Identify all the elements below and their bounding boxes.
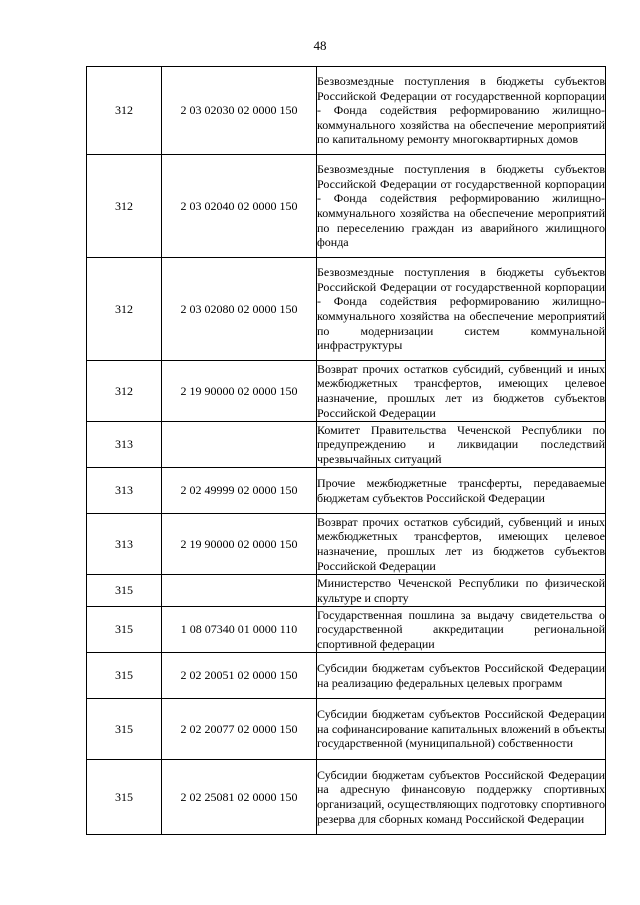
table-row: [87, 575, 606, 607]
admin-code-cell: 315: [87, 575, 162, 607]
description-cell: Безвозмездные поступления в бюджеты субъектов Российской Федерации от государственной корпорации - Фонда содействия реформированию жилищно-коммунального хозяйства на обеспечение мероприятий по переселению граждан из аварийного жилищного фонда: [317, 155, 606, 258]
table-row: [87, 607, 606, 653]
table-row: [87, 653, 606, 699]
table-row: [87, 760, 606, 835]
admin-code-cell: 315: [87, 699, 162, 760]
admin-code-cell: 313: [87, 468, 162, 514]
table-row: [87, 67, 606, 155]
revenue-code-cell: 1 08 07340 01 0000 110: [162, 607, 317, 653]
table-row: [87, 514, 606, 575]
table-row: [87, 468, 606, 514]
description-cell: Субсидии бюджетам субъектов Российской Федерации на реализацию федеральных целевых программ: [317, 653, 606, 699]
admin-code-cell: 315: [87, 653, 162, 699]
revenue-code-cell: 2 03 02040 02 0000 150: [162, 155, 317, 258]
department-title-cell: Комитет Правительства Чеченской Республики по предупреждению и ликвидации последствий чрезвычайных ситуаций: [317, 422, 605, 466]
page-number: 48: [313, 38, 327, 53]
admin-code-cell: 312: [87, 361, 162, 422]
table-row: [87, 361, 606, 422]
admin-code-cell: 315: [87, 607, 162, 653]
description-cell: Государственная пошлина за выдачу свидетельства о государственной аккредитации региональной спортивной федерации: [317, 607, 605, 651]
revenue-code-cell: 2 02 20077 02 0000 150: [162, 699, 317, 760]
table-row: [87, 155, 606, 258]
admin-code-cell: 313: [87, 422, 162, 468]
description-cell: Возврат прочих остатков субсидий, субвенций и иных межбюджетных трансфертов, имеющих целевое назначение, прошлых лет из бюджетов субъектов Российской Федерации: [317, 361, 605, 420]
description-cell: Субсидии бюджетам субъектов Российской Федерации на софинансирование капитальных вложений в объекты государственной (муниципальной) собственности: [317, 699, 606, 760]
description-cell: Безвозмездные поступления в бюджеты субъектов Российской Федерации от государственной корпорации - Фонда содействия реформированию жилищно-коммунального хозяйства на обеспечение мероприятий по модернизации систем коммунальной инфраструктуры: [317, 258, 606, 361]
department-title-cell: Министерство Чеченской Республики по физической культуре и спорту: [317, 575, 605, 605]
description-cell: Прочие межбюджетные трансферты, передаваемые бюджетам субъектов Российской Федерации: [317, 468, 606, 514]
revenue-code-cell: 2 19 90000 02 0000 150: [162, 361, 317, 422]
description-cell: Безвозмездные поступления в бюджеты субъектов Российской Федерации от государственной корпорации - Фонда содействия реформированию жилищно-коммунального хозяйства на обеспечение мероприятий по капитальному ремонту многоквартирных домов: [317, 67, 606, 155]
revenue-code-cell: 2 02 25081 02 0000 150: [162, 760, 317, 835]
description-cell: Субсидии бюджетам субъектов Российской Федерации на адресную финансовую поддержку спортивных организаций, осуществляющих подготовку спортивного резерва для сборных команд Российской Федерации: [317, 760, 606, 835]
admin-code-cell: 315: [87, 760, 162, 835]
revenue-code-cell: 2 02 49999 02 0000 150: [162, 468, 317, 514]
table-row: [87, 258, 606, 361]
table-row: [87, 699, 606, 760]
revenue-code-cell: [162, 575, 317, 607]
description-cell: Возврат прочих остатков субсидий, субвенций и иных межбюджетных трансфертов, имеющих целевое назначение, прошлых лет из бюджетов субъектов Российской Федерации: [317, 514, 605, 573]
admin-code-cell: 312: [87, 155, 162, 258]
revenue-code-cell: 2 19 90000 02 0000 150: [162, 514, 317, 575]
revenue-code-cell: 2 02 20051 02 0000 150: [162, 653, 317, 699]
revenue-code-cell: [162, 422, 317, 468]
admin-code-cell: 312: [87, 258, 162, 361]
admin-code-cell: 312: [87, 67, 162, 155]
table-row: [87, 422, 606, 468]
revenue-code-cell: 2 03 02080 02 0000 150: [162, 258, 317, 361]
revenue-codes-table: [86, 66, 606, 835]
revenue-code-cell: 2 03 02030 02 0000 150: [162, 67, 317, 155]
admin-code-cell: 313: [87, 514, 162, 575]
